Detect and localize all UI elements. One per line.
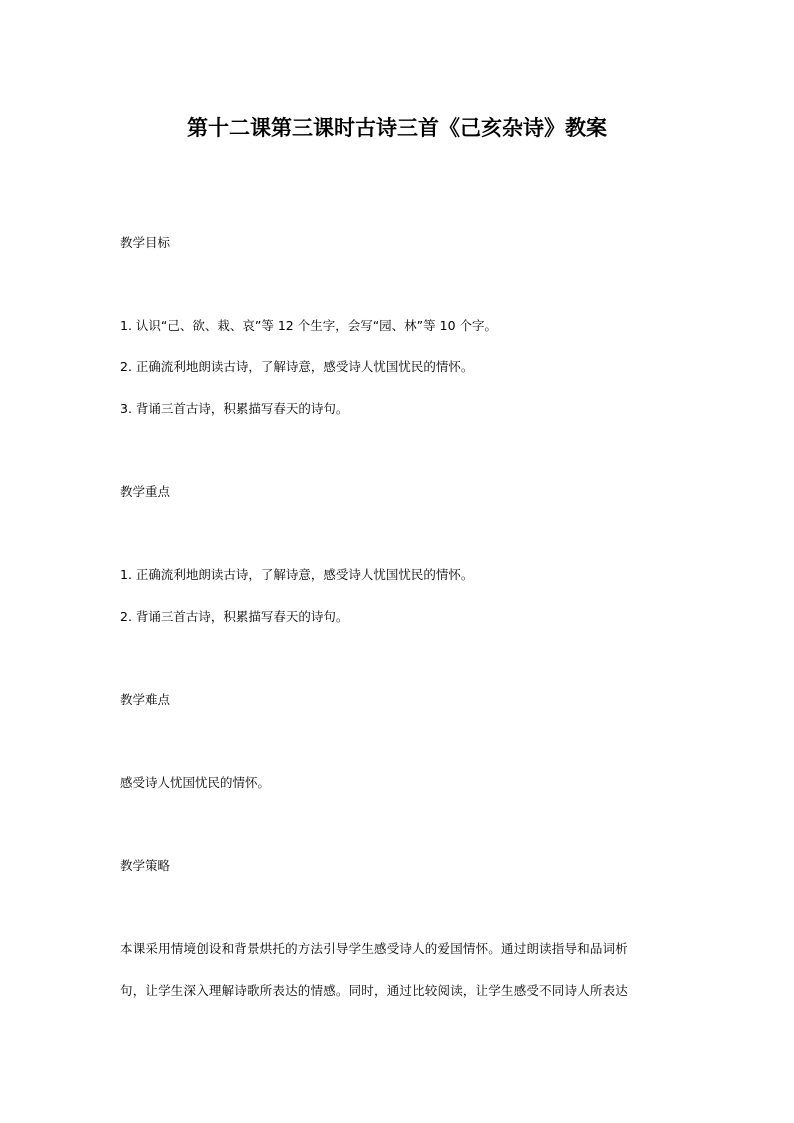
section-heading-strategy: 教学策略 [120,858,171,873]
strategy-paragraph-line: 句，让学生深入理解诗歌所表达的情感。同时，通过比较阅读，让学生感受不同诗人所表达 [120,983,629,998]
section-heading-difficulties: 教学难点 [120,692,171,707]
key-point-item: 1. 正确流利地朗读古诗，了解诗意，感受诗人忧国忧民的情怀。 [120,567,474,582]
section-heading-objectives: 教学目标 [120,235,171,250]
key-point-item: 2. 背诵三首古诗，积累描写春天的诗句。 [120,609,349,624]
objective-item: 3. 背诵三首古诗，积累描写春天的诗句。 [120,401,349,416]
difficulty-text: 感受诗人忧国忧民的情怀。 [120,775,271,790]
objective-item: 1. 认识“己、欲、栽、哀”等 12 个生字，会写“园、林”等 10 个字。 [120,318,498,333]
objective-item: 2. 正确流利地朗读古诗，了解诗意，感受诗人忧国忧民的情怀。 [120,359,474,374]
document-title: 第十二课第三课时古诗三首《己亥杂诗》教案 [187,116,607,140]
strategy-paragraph-line: 本课采用情境创设和背景烘托的方法引导学生感受诗人的爱国情怀。通过朗读指导和品词析 [120,941,629,956]
section-heading-key-points: 教学重点 [120,484,171,499]
